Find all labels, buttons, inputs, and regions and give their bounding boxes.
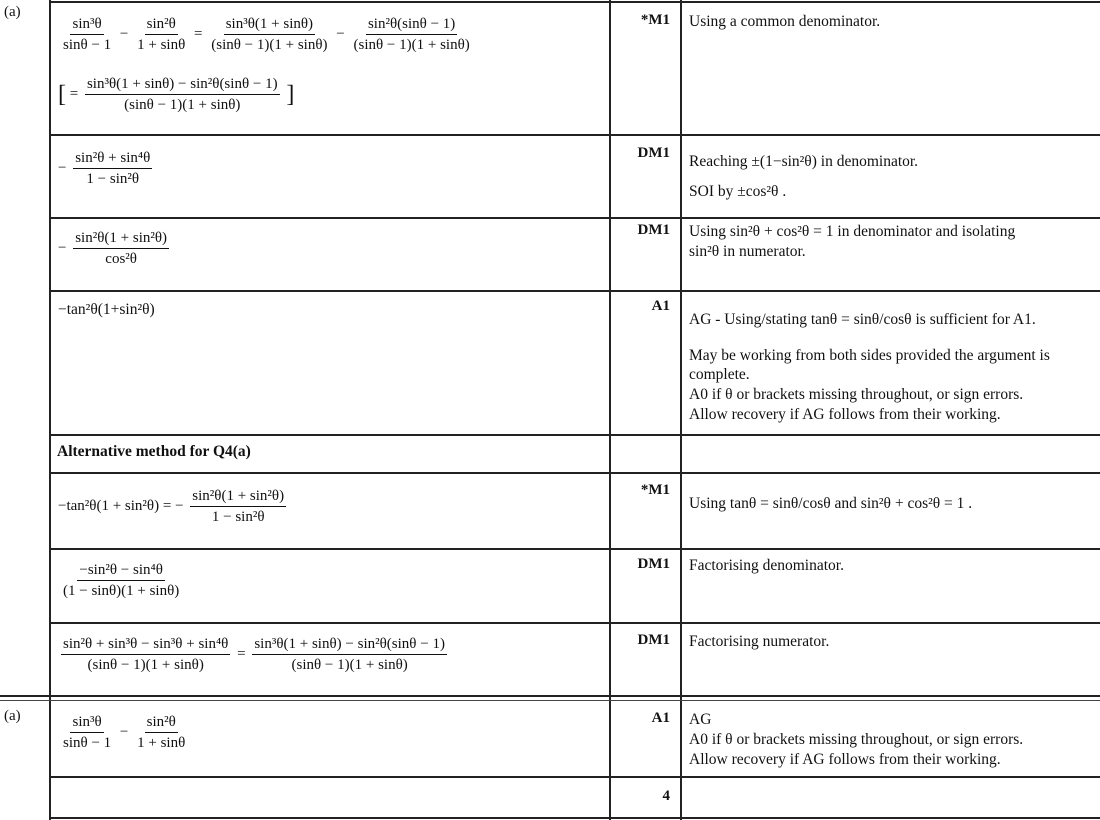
row-line [0,695,1100,697]
guidance-note: Allow recovery if AG follows from their working. [689,751,1001,768]
guidance-note: May be working from both sides provided the argument is complete. [689,347,1050,383]
guidance-note: AG [689,711,712,728]
working-line-1b: [ = $\frac{\text{sin³θ(1 + sinθ) − sin²θ(sinθ − 1)}}{(\sin\theta - 1)(1 + \sin\theta)}$ ] [58,76,295,113]
guidance-note: Factorising numerator. [689,633,830,650]
column-divider-right [680,0,682,820]
guidance-note: sin²θ in numerator. [689,243,806,260]
guidance-note: Using a common denominator. [689,13,881,30]
row-line [50,1,1100,3]
page-number: 4 [662,788,670,804]
mark: DM1 [637,222,670,238]
guidance-note: Factorising denominator. [689,557,844,574]
part-label: (a) [4,4,21,20]
mark: *M1 [640,482,670,498]
working-line-5: −tan²θ(1 + sin²θ) = − $\frac{\text{sin²θ(1 + sin²θ)}}{\text{1 − sin²θ}}$ [58,488,285,525]
row-line [50,776,1100,778]
working-line-4: −tan²θ(1+sin²θ) [58,301,155,318]
row-line [50,290,1100,292]
row-line [50,472,1100,474]
mark: DM1 [637,556,670,572]
guidance-note: Using sin²θ + cos²θ = 1 in denominator and isolating [689,223,1016,240]
guidance-note: AG - Using/stating tanθ = sinθ/cosθ is sufficient for A1. [689,311,1036,328]
working-line-3: − $\frac{\text{sin²θ(1 + sin²θ)}}{\text{cos²θ}}$ [58,230,168,267]
row-line [50,622,1100,624]
guidance-note: Using tanθ = sinθ/cosθ and sin²θ + cos²θ = 1 . [689,495,973,512]
row-line [50,548,1100,550]
alternative-method-heading: Alternative method for Q4(a) [57,443,251,460]
mark: DM1 [637,145,670,161]
guidance-note: Allow recovery if AG follows from their working. [689,406,1001,423]
row-line [0,700,1100,701]
mark: A1 [651,298,670,314]
column-divider-left [49,0,51,820]
working-line-8: $\frac{\text{sin³θ}}{\sin\theta - 1}$ − $\frac{\text{sin²θ}}{1 + \sin\theta}$ [63,714,186,751]
mark: A1 [651,710,670,726]
working-line-6: $\frac{\text{−sin²θ − sin⁴θ}}{(1 - \sin\theta)(1 + \sin\theta)}$ [63,562,180,599]
working-line-1: $\frac{\text{sin³θ}}{\sin\theta - 1}$ − $\frac{\text{sin²θ}}{1 + \sin\theta}$ = $\frac{\text{sin³θ(1 + sinθ)}}{(\sin\theta - 1)(1 + \sin\theta)}$ − $\frac{\text{sin²θ(sinθ − 1)}}{(\sin\theta - 1)(1 + \sin\theta)}$ [63,16,470,53]
mark: DM1 [637,632,670,648]
guidance-note: A0 if θ or brackets missing throughout, or sign errors. [689,731,1024,748]
row-line [50,817,1100,819]
row-line [50,217,1100,219]
guidance-note: A0 if θ or brackets missing throughout, or sign errors. [689,386,1024,403]
working-line-2: − $\frac{\text{sin²θ + sin⁴θ}}{\text{1 − sin²θ}}$ [58,150,151,187]
part-label: (a) [4,708,21,724]
row-line [50,134,1100,136]
working-line-7: $\frac{\text{sin²θ + sin³θ − sin³θ + sin⁴θ}}{(\sin\theta - 1)(1 + \sin\theta)}$ = $\frac{\text{sin³θ(1 + sinθ) − sin²θ(sinθ − 1)}}{(\sin\theta - 1)(1 + \sin\theta)}$ [63,636,445,673]
row-line [50,434,1100,436]
guidance-note: Reaching ±(1−sin²θ) in denominator. [689,153,919,170]
guidance-note: SOI by ±cos²θ . [689,183,787,200]
mark: *M1 [640,12,670,28]
column-divider-mid [609,0,611,820]
